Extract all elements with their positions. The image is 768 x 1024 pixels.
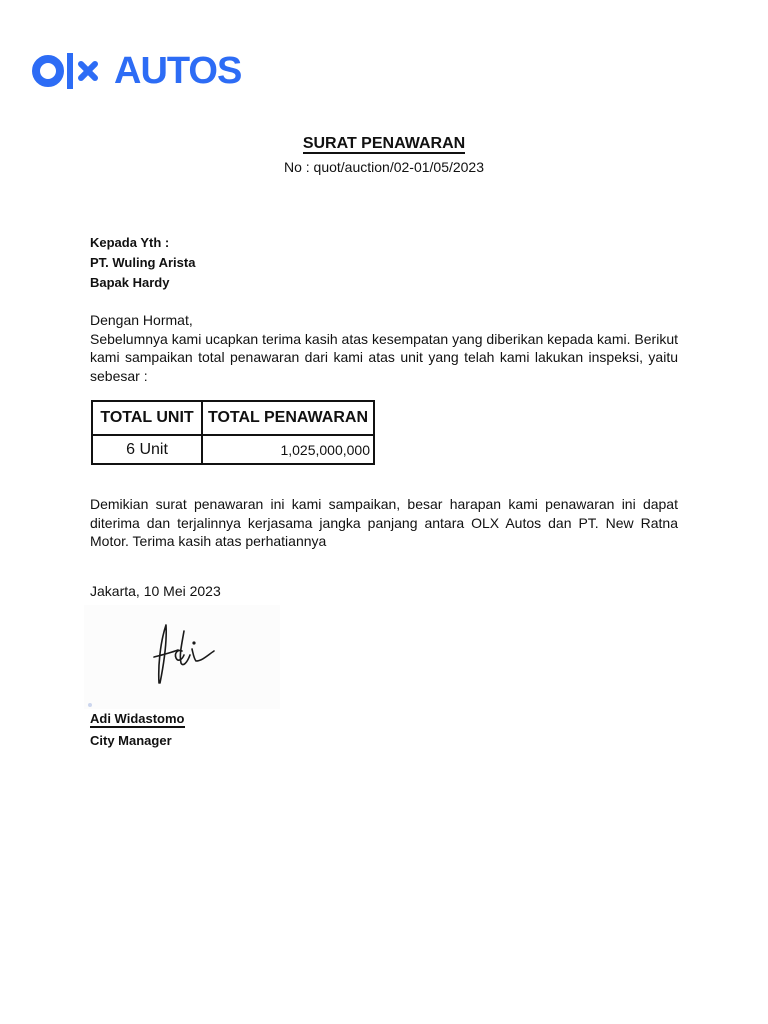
header-total-offer: TOTAL PENAWARAN	[202, 401, 374, 435]
closing-paragraph: Demikian surat penawaran ini kami sampaikan, besar harapan kami penawaran ini dapat diterima dan terjalinnya kerjasama jangka panjang antara OLX Autos dan PT. New Ratna Motor. Terima kasih atas perhatiannya	[90, 496, 678, 549]
opening-paragraph	[90, 311, 678, 385]
document-title	[0, 135, 768, 153]
signer-title: City Manager	[90, 733, 172, 748]
cell-total-unit: 6 Unit	[92, 435, 202, 464]
table-row	[92, 435, 374, 464]
recipient-greeting: Kepada Yth :	[90, 235, 170, 250]
salutation: Dengan Hormat,	[90, 312, 193, 328]
offer-table-header-row	[92, 401, 374, 435]
place-date: Jakarta, 10 Mei 2023	[90, 583, 221, 599]
signer-name-text: Adi Widastomo	[90, 711, 185, 726]
signer-name	[90, 711, 185, 726]
offer-table	[91, 400, 375, 465]
olx-logo-icon	[32, 50, 104, 92]
cell-total-offer: 1,025,000,000	[202, 435, 374, 464]
opening-text: Sebelumnya kami ucapkan terima kasih atas kesempatan yang diberikan kepada kami. Berikut kami sampaikan total penawaran dari kami atas unit yang telah kami lakukan inspeksi, yaitu sebesar :	[90, 330, 678, 384]
recipient-block	[90, 233, 195, 293]
recipient-person: Bapak Hardy	[90, 275, 170, 290]
document-title-text: SURAT PENAWARAN	[302, 135, 466, 152]
document-number: No : quot/auction/02-01/05/2023	[283, 159, 485, 175]
logo-autos-text: AUTOS	[114, 50, 242, 92]
signature-image	[84, 605, 280, 709]
recipient-company: PT. Wuling Arista	[90, 255, 196, 270]
olx-autos-logo	[32, 50, 241, 92]
header-total-unit: TOTAL UNIT	[92, 401, 202, 435]
handwritten-signature-icon	[84, 605, 280, 709]
